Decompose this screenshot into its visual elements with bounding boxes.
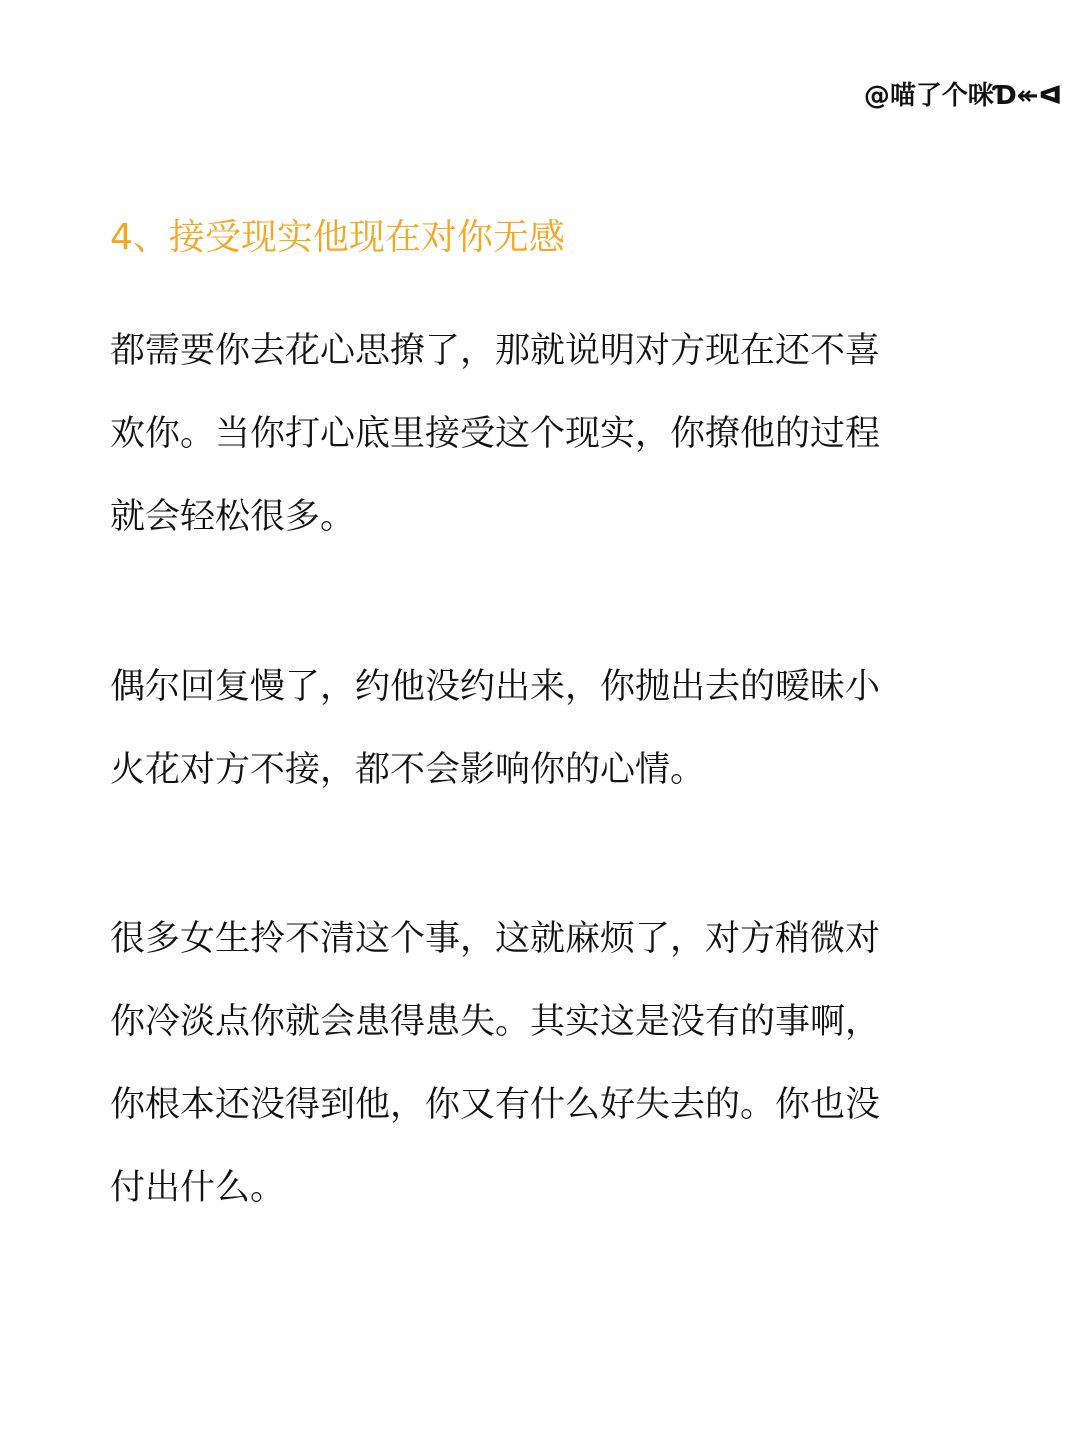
paragraph-line: 偶尔回复慢了，约他没约出来，你抛出去的暧昧小 [110,667,881,707]
paragraph-line: 你根本还没得到他，你又有什么好失去的。你也没 [110,1085,881,1125]
section-heading: 4、接受现实他现在对你无感 [110,217,565,258]
paragraph-line: 火花对方不接，都不会影响你的心情。 [110,750,706,790]
paragraph-1 [110,310,990,559]
paragraph-line: 你冷淡点你就会患得患失。其实这是没有的事啊， [110,1002,881,1042]
paragraph-line: 就会轻松很多。 [110,497,356,537]
paragraph-2 [110,646,990,812]
paragraph-line: 付出什么。 [110,1168,286,1208]
author-watermark: @喵了个咪Ɗ↞ᐊ [863,81,1062,111]
paragraph-line: 很多女生拎不清这个事，这就麻烦了，对方稍微对 [110,919,881,959]
paragraph-line: 都需要你去花心思撩了，那就说明对方现在还不喜 [110,331,881,371]
paragraph-line: 欢你。当你打心底里接受这个现实，你撩他的过程 [110,414,881,454]
paragraph-3 [110,898,990,1230]
